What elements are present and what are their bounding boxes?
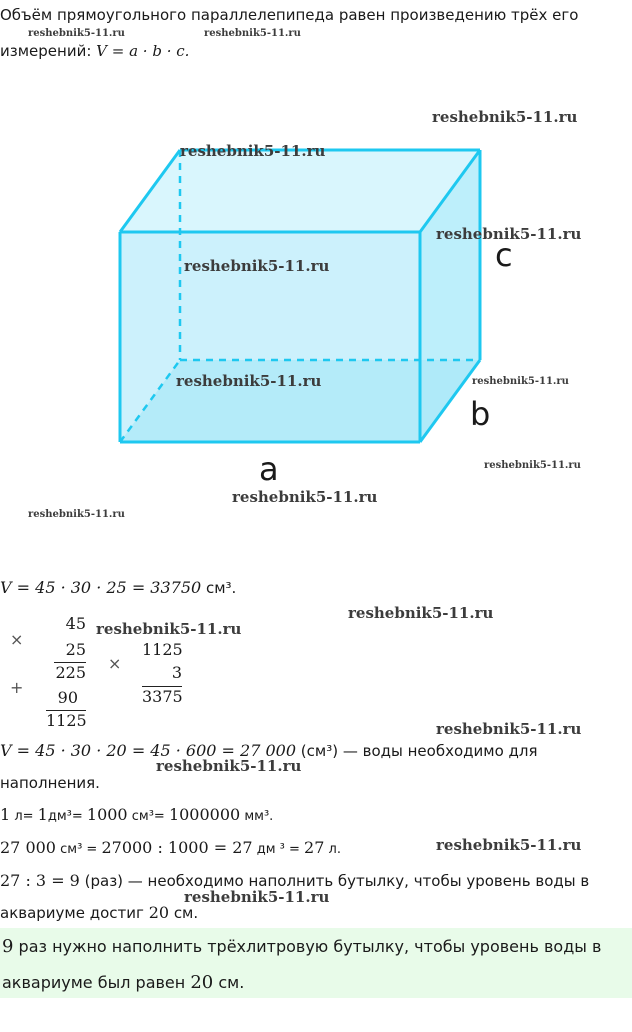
intro-prefix: измерений: (0, 42, 97, 60)
conversion-1 (0, 805, 273, 824)
answer-line-2 (2, 972, 244, 993)
num: 27 (304, 838, 325, 857)
watermark: reshebnik5-11.ru (348, 604, 494, 622)
label-b: b (470, 395, 491, 433)
mult1-result: 1125 (46, 711, 87, 730)
text: раз нужно наполнить трёхлитровую бутылку, чтобы уровень воды в (13, 937, 602, 956)
mult1-p2: 90 (57, 688, 78, 707)
mult1-p1: 225 (55, 663, 86, 682)
watermark: reshebnik5-11.ru (180, 142, 326, 160)
unit: см³ = (55, 842, 102, 857)
label-c: c (495, 236, 513, 274)
watermark: reshebnik5-11.ru (184, 257, 330, 275)
volume-calc-1 (0, 578, 236, 597)
watermark: reshebnik5-11.ru (432, 108, 578, 126)
mult2-a: 1125 (142, 640, 183, 659)
num: 1000 (86, 805, 128, 824)
watermark: reshebnik5-11.ru (484, 460, 581, 471)
watermark: reshebnik5-11.ru (28, 509, 125, 520)
text: см. (169, 904, 199, 922)
text: аквариуме был равен (2, 973, 191, 992)
num: 1 (37, 805, 48, 824)
mult1-b: 25 (65, 640, 86, 659)
division (0, 871, 589, 890)
watermark: reshebnik5-11.ru (96, 620, 242, 638)
top-face (120, 150, 480, 232)
mult2-result: 3375 (142, 687, 183, 706)
num: 20 (190, 972, 214, 993)
watermark: reshebnik5-11.ru (436, 836, 582, 854)
watermark: reshebnik5-11.ru (176, 372, 322, 390)
unit: см³= (127, 809, 169, 824)
watermark: reshebnik5-11.ru (184, 888, 330, 906)
mult1-a: 45 (65, 614, 86, 633)
division-cont (0, 903, 198, 922)
text: аквариуме достиг (0, 904, 149, 922)
unit: мм³. (240, 809, 274, 824)
unit: л= (10, 809, 38, 824)
unit: л. (324, 842, 341, 857)
watermark: reshebnik5-11.ru (204, 28, 301, 39)
times-sign: × (10, 630, 24, 649)
v2-text: (см³) — воды необходимо для (296, 742, 538, 760)
watermark: reshebnik5-11.ru (232, 488, 378, 506)
label-a: a (259, 450, 279, 488)
v1-formula: V = 45 · 30 · 25 = 33750 (0, 578, 202, 597)
text: см. (213, 973, 245, 992)
num: 1 (0, 805, 11, 824)
num: 27000 : 1000 = 27 (101, 838, 253, 857)
v2-formula: V = 45 · 30 · 20 = 45 · 600 = 27 000 (0, 741, 297, 760)
watermark: reshebnik5-11.ru (436, 720, 582, 738)
volume-calc-2 (0, 741, 538, 760)
intro-line-1: Объём прямоугольного параллелепипеда равен произведению трёх его (0, 6, 579, 24)
watermark: reshebnik5-11.ru (436, 225, 582, 243)
watermark: reshebnik5-11.ru (472, 376, 569, 387)
answer-box (0, 928, 632, 998)
num: 27 : 3 = 9 (0, 871, 80, 890)
text: (раз) — необходимо наполнить бутылку, чтобы уровень воды в (79, 872, 590, 890)
plus-sign: + (10, 678, 24, 697)
times-sign: × (108, 654, 122, 673)
num: 1000000 (168, 805, 241, 824)
num: 20 (148, 903, 170, 922)
watermark: reshebnik5-11.ru (156, 757, 302, 775)
unit: дм ³ = (252, 842, 305, 857)
volume-calc-2-cont: наполнения. (0, 774, 100, 792)
answer-line-1 (2, 936, 601, 957)
volume-formula: V = a · b · c. (96, 42, 190, 60)
conversion-2 (0, 838, 341, 857)
v1-unit: см³. (201, 579, 237, 597)
unit: дм³= (47, 809, 87, 824)
mult2-b: 3 (171, 663, 182, 682)
num: 27 000 (0, 838, 56, 857)
num: 9 (2, 936, 14, 957)
watermark: reshebnik5-11.ru (28, 28, 125, 39)
